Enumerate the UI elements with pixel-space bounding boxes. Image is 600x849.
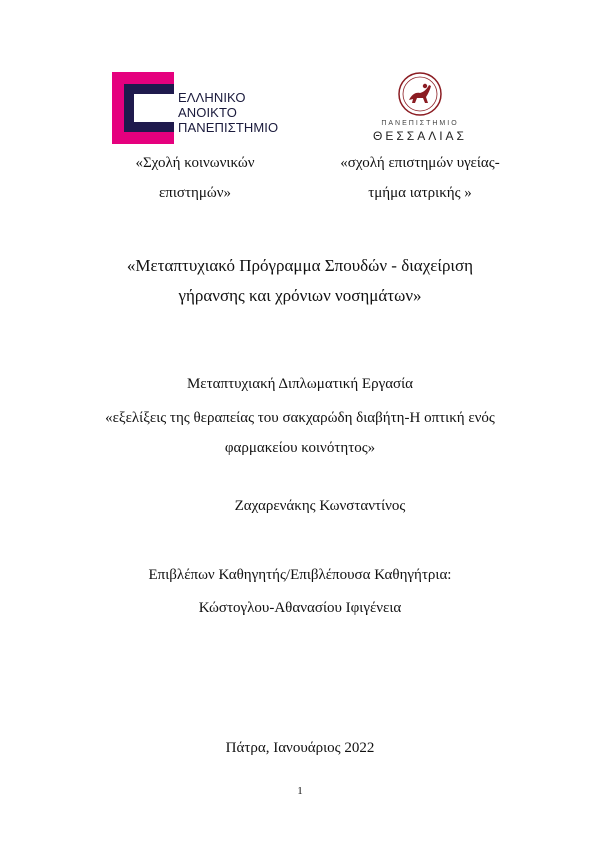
university-seal-icon	[396, 70, 444, 118]
school-right-line-2: τμήμα ιατρικής »	[368, 185, 472, 201]
school-left-line-1: «Σχολή κοινωνικών	[135, 155, 255, 171]
program-line-2: γήρανσης και χρόνιων νοσημάτων»	[178, 286, 422, 305]
eap-logo	[112, 72, 292, 144]
uth-logo	[360, 70, 480, 145]
place-date: Πάτρα, Ιανουάριος 2022	[225, 740, 375, 756]
uth-region-label: ΘΕΣΣΑΛΙΑΣ	[373, 129, 467, 143]
school-right-line-1: «σχολή επιστημών υγείας-	[340, 155, 500, 171]
school-left-line-2: επιστημών»	[158, 185, 232, 201]
eap-line-3: ΠΑΝΕΠΙΣΤΗΜΙΟ	[178, 120, 279, 135]
thesis-title	[0, 403, 600, 463]
supervisor-name: Κώστογλου-Αθανασίου Ιφιγένεια	[198, 600, 402, 616]
eap-wordmark	[178, 90, 278, 135]
author-name: Ζαχαρενάκης Κωνσταντίνος	[234, 498, 406, 514]
eap-logo-icon	[112, 72, 174, 144]
program-title	[0, 251, 600, 311]
page-number: 1	[297, 785, 303, 797]
school-left	[90, 148, 300, 208]
school-right	[315, 148, 525, 208]
uth-university-label: ΠΑΝΕΠΙΣΤΗΜΙΟ	[381, 120, 459, 127]
thesis-title-line-2: φαρμακείου κοινότητος»	[224, 440, 376, 456]
eap-line-1: ΕΛΛΗΝΙΚΟ	[178, 90, 246, 105]
program-line-1: «Μεταπτυχιακό Πρόγραμμα Σπουδών - διαχείριση	[126, 256, 474, 275]
thesis-title-line-1: «εξελίξεις της θεραπείας του σακχαρώδη διαβήτη-Η οπτική ενός	[105, 410, 495, 426]
eap-line-2: ΑΝΟΙΚΤΟ	[178, 105, 237, 120]
thesis-type: Μεταπτυχιακή Διπλωματική Εργασία	[186, 376, 414, 392]
supervisor-label: Επιβλέπων Καθηγητής/Επιβλέπουσα Καθηγήτρια:	[148, 567, 452, 583]
